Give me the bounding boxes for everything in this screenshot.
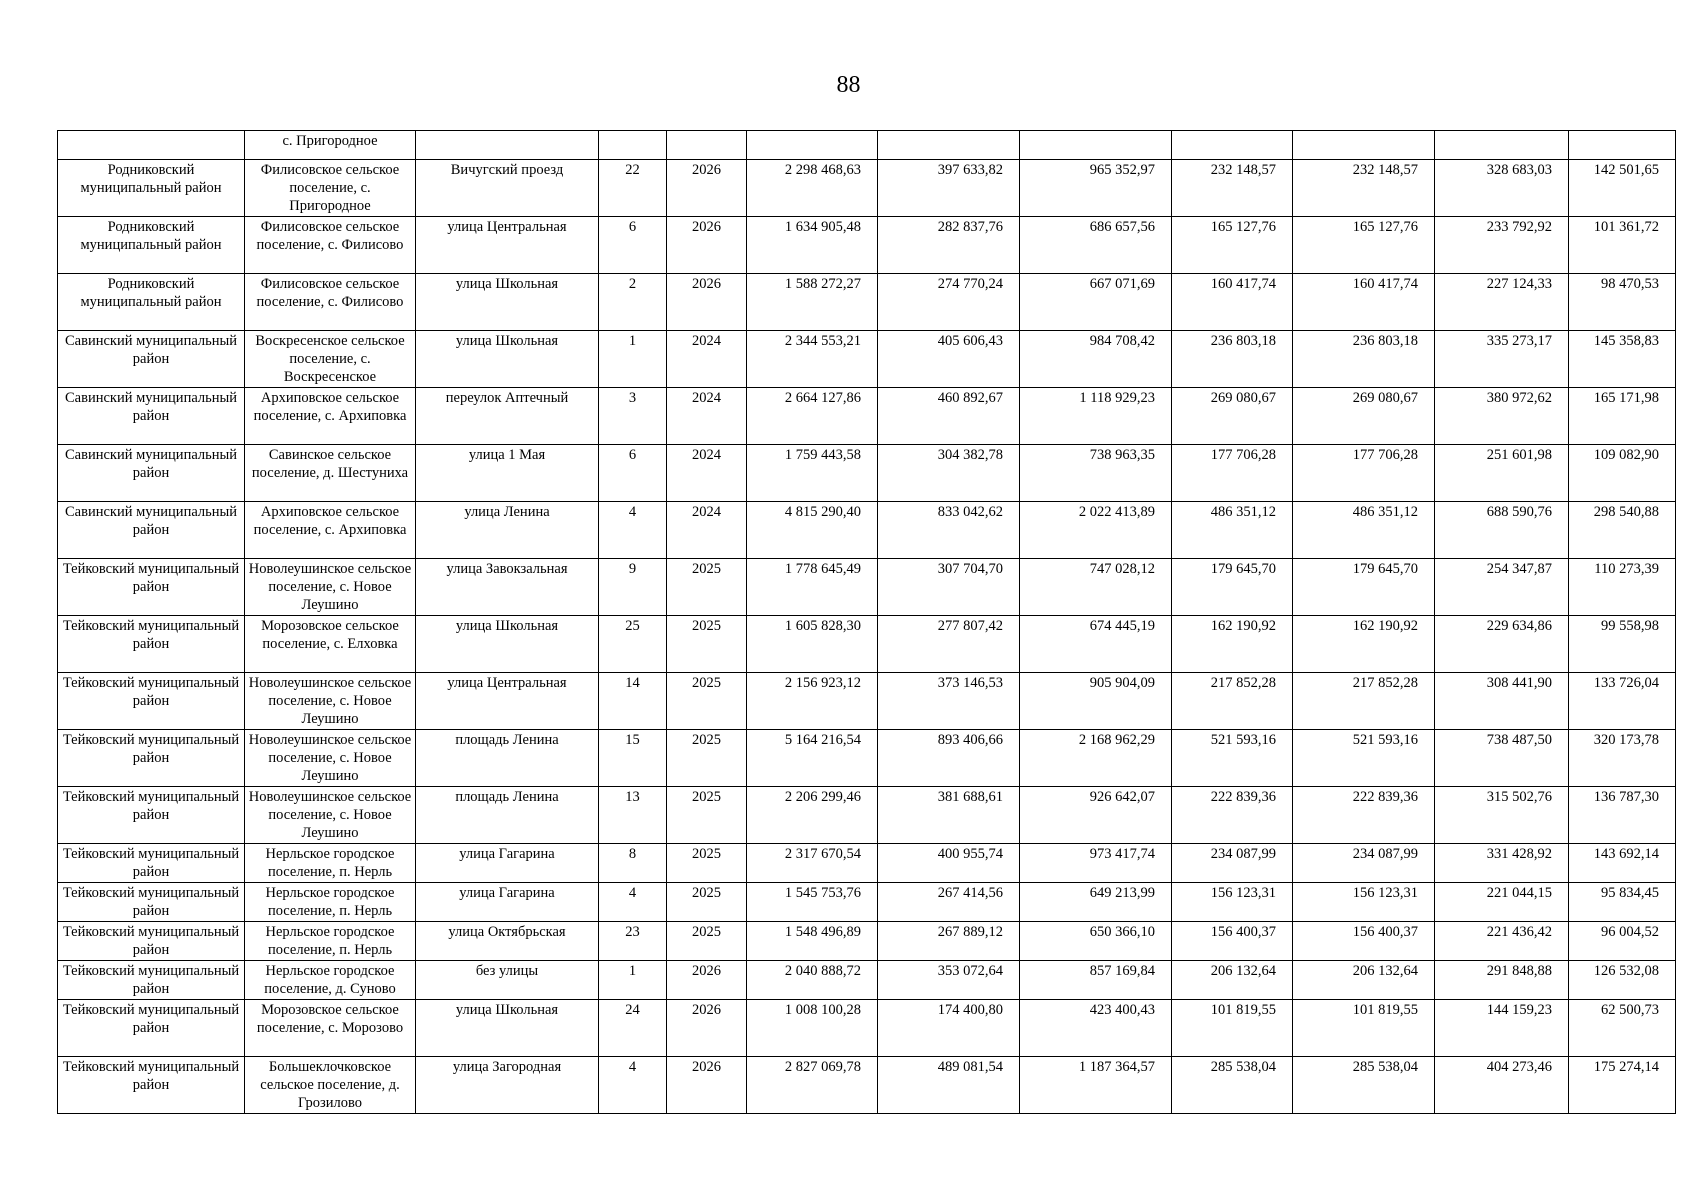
- cost-cell: 144 159,23: [1435, 1000, 1569, 1057]
- cost-cell: 984 708,42: [1020, 331, 1172, 388]
- total-cost-cell: 2 206 299,46: [747, 787, 878, 844]
- settlement-cell: Филисовское сельское поселение, с. Пригородное: [245, 160, 416, 217]
- cost-cell: 156 400,37: [1293, 922, 1435, 961]
- cost-cell: 905 904,09: [1020, 673, 1172, 730]
- table-row: [58, 445, 1676, 502]
- house-cell: 22: [599, 160, 667, 217]
- cost-cell: 222 839,36: [1172, 787, 1293, 844]
- cost-cell: 405 606,43: [878, 331, 1020, 388]
- year-cell: 2025: [667, 844, 747, 883]
- cost-cell: 423 400,43: [1020, 1000, 1172, 1057]
- cost-cell: 315 502,76: [1435, 787, 1569, 844]
- cost-cell: 101 361,72: [1569, 217, 1676, 274]
- cost-cell: 973 417,74: [1020, 844, 1172, 883]
- total-cost-cell: 2 664 127,86: [747, 388, 878, 445]
- table-row: [58, 217, 1676, 274]
- cost-cell: 269 080,67: [1172, 388, 1293, 445]
- cost-cell: 489 081,54: [878, 1057, 1020, 1114]
- cost-cell: 649 213,99: [1020, 883, 1172, 922]
- settlement-cell: Новолеушинское сельское поселение, с. Новое Леушино: [245, 787, 416, 844]
- cost-cell: 298 540,88: [1569, 502, 1676, 559]
- settlement-cell: Большеклочковское сельское поселение, д. Грозилово: [245, 1057, 416, 1114]
- year-cell: 2024: [667, 331, 747, 388]
- cost-cell: [1172, 131, 1293, 160]
- total-cost-cell: 1 634 905,48: [747, 217, 878, 274]
- cost-cell: 133 726,04: [1569, 673, 1676, 730]
- cost-cell: 143 692,14: [1569, 844, 1676, 883]
- cost-cell: 165 171,98: [1569, 388, 1676, 445]
- cost-cell: 206 132,64: [1172, 961, 1293, 1000]
- year-cell: 2025: [667, 730, 747, 787]
- year-cell: 2025: [667, 787, 747, 844]
- cost-cell: [1569, 131, 1676, 160]
- house-cell: 25: [599, 616, 667, 673]
- district-cell: Тейковский муниципальный район: [58, 883, 245, 922]
- cost-cell: 304 382,78: [878, 445, 1020, 502]
- cost-cell: 307 704,70: [878, 559, 1020, 616]
- house-cell: 13: [599, 787, 667, 844]
- cost-cell: 162 190,92: [1172, 616, 1293, 673]
- table-body: [58, 131, 1676, 1114]
- year-cell: 2024: [667, 445, 747, 502]
- district-cell: Родниковский муниципальный район: [58, 217, 245, 274]
- settlement-cell: Новолеушинское сельское поселение, с. Новое Леушино: [245, 559, 416, 616]
- table-row: [58, 616, 1676, 673]
- district-cell: Тейковский муниципальный район: [58, 730, 245, 787]
- cost-cell: [1020, 131, 1172, 160]
- cost-cell: 109 082,90: [1569, 445, 1676, 502]
- house-cell: 2: [599, 274, 667, 331]
- table-row: [58, 1057, 1676, 1114]
- street-cell: улица Центральная: [416, 217, 599, 274]
- year-cell: 2025: [667, 883, 747, 922]
- cost-cell: [1435, 131, 1569, 160]
- settlement-cell: Нерльское городское поселение, п. Нерль: [245, 922, 416, 961]
- cost-cell: 179 645,70: [1293, 559, 1435, 616]
- cost-cell: 177 706,28: [1172, 445, 1293, 502]
- cost-cell: 99 558,98: [1569, 616, 1676, 673]
- cost-cell: 221 044,15: [1435, 883, 1569, 922]
- table-row: [58, 274, 1676, 331]
- total-cost-cell: 1 545 753,76: [747, 883, 878, 922]
- cost-cell: 160 417,74: [1172, 274, 1293, 331]
- cost-cell: 98 470,53: [1569, 274, 1676, 331]
- cost-cell: 285 538,04: [1172, 1057, 1293, 1114]
- cost-cell: 145 358,83: [1569, 331, 1676, 388]
- table-row: [58, 922, 1676, 961]
- district-cell: Тейковский муниципальный район: [58, 1057, 245, 1114]
- cost-cell: 177 706,28: [1293, 445, 1435, 502]
- district-cell: Савинский муниципальный район: [58, 388, 245, 445]
- street-cell: улица Загородная: [416, 1057, 599, 1114]
- district-cell: Тейковский муниципальный район: [58, 961, 245, 1000]
- settlement-cell: Филисовское сельское поселение, с. Филисово: [245, 274, 416, 331]
- cost-cell: 1 187 364,57: [1020, 1057, 1172, 1114]
- cost-cell: 328 683,03: [1435, 160, 1569, 217]
- table-row: [58, 388, 1676, 445]
- total-cost-cell: 1 008 100,28: [747, 1000, 878, 1057]
- table-row: [58, 787, 1676, 844]
- cost-cell: 381 688,61: [878, 787, 1020, 844]
- cost-cell: 1 118 929,23: [1020, 388, 1172, 445]
- table-row: [58, 160, 1676, 217]
- street-cell: улица 1 Мая: [416, 445, 599, 502]
- street-cell: [416, 131, 599, 160]
- cost-cell: 229 634,86: [1435, 616, 1569, 673]
- cost-cell: 251 601,98: [1435, 445, 1569, 502]
- cost-cell: 126 532,08: [1569, 961, 1676, 1000]
- house-cell: 1: [599, 961, 667, 1000]
- cost-cell: 282 837,76: [878, 217, 1020, 274]
- house-cell: [599, 131, 667, 160]
- cost-cell: 893 406,66: [878, 730, 1020, 787]
- settlement-cell: Новолеушинское сельское поселение, с. Новое Леушино: [245, 730, 416, 787]
- cost-cell: 857 169,84: [1020, 961, 1172, 1000]
- street-cell: улица Гагарина: [416, 844, 599, 883]
- settlement-cell: Архиповское сельское поселение, с. Архиповка: [245, 388, 416, 445]
- cost-cell: 101 819,55: [1293, 1000, 1435, 1057]
- house-cell: 23: [599, 922, 667, 961]
- settlement-cell: Морозовское сельское поселение, с. Елховка: [245, 616, 416, 673]
- total-cost-cell: 1 548 496,89: [747, 922, 878, 961]
- year-cell: 2026: [667, 1057, 747, 1114]
- house-cell: 4: [599, 502, 667, 559]
- cost-cell: 222 839,36: [1293, 787, 1435, 844]
- total-cost-cell: 2 827 069,78: [747, 1057, 878, 1114]
- cost-cell: 160 417,74: [1293, 274, 1435, 331]
- street-cell: улица Школьная: [416, 331, 599, 388]
- settlement-cell: Новолеушинское сельское поселение, с. Новое Леушино: [245, 673, 416, 730]
- cost-cell: 833 042,62: [878, 502, 1020, 559]
- street-cell: улица Школьная: [416, 1000, 599, 1057]
- house-cell: 6: [599, 445, 667, 502]
- settlement-cell: с. Пригородное: [245, 131, 416, 160]
- table-row: [58, 559, 1676, 616]
- street-cell: улица Школьная: [416, 274, 599, 331]
- house-cell: 15: [599, 730, 667, 787]
- cost-cell: 267 414,56: [878, 883, 1020, 922]
- street-cell: без улицы: [416, 961, 599, 1000]
- cost-cell: 274 770,24: [878, 274, 1020, 331]
- cost-cell: [1293, 131, 1435, 160]
- district-cell: Тейковский муниципальный район: [58, 673, 245, 730]
- settlement-cell: Архиповское сельское поселение, с. Архиповка: [245, 502, 416, 559]
- house-cell: 9: [599, 559, 667, 616]
- housing-table: [57, 130, 1676, 1114]
- total-cost-cell: 2 040 888,72: [747, 961, 878, 1000]
- table-row: [58, 673, 1676, 730]
- house-cell: 6: [599, 217, 667, 274]
- house-cell: 8: [599, 844, 667, 883]
- cost-cell: 650 366,10: [1020, 922, 1172, 961]
- cost-cell: 267 889,12: [878, 922, 1020, 961]
- cost-cell: 254 347,87: [1435, 559, 1569, 616]
- district-cell: Тейковский муниципальный район: [58, 787, 245, 844]
- cost-cell: 331 428,92: [1435, 844, 1569, 883]
- cost-cell: 234 087,99: [1293, 844, 1435, 883]
- cost-cell: 233 792,92: [1435, 217, 1569, 274]
- street-cell: переулок Аптечный: [416, 388, 599, 445]
- cost-cell: 101 819,55: [1172, 1000, 1293, 1057]
- house-cell: 4: [599, 1057, 667, 1114]
- cost-cell: 165 127,76: [1293, 217, 1435, 274]
- cost-cell: 165 127,76: [1172, 217, 1293, 274]
- year-cell: 2026: [667, 961, 747, 1000]
- year-cell: 2026: [667, 274, 747, 331]
- cost-cell: 156 400,37: [1172, 922, 1293, 961]
- house-cell: 14: [599, 673, 667, 730]
- total-cost-cell: 2 344 553,21: [747, 331, 878, 388]
- cost-cell: 486 351,12: [1172, 502, 1293, 559]
- cost-cell: 926 642,07: [1020, 787, 1172, 844]
- cost-cell: 400 955,74: [878, 844, 1020, 883]
- cost-cell: 162 190,92: [1293, 616, 1435, 673]
- table-row: [58, 961, 1676, 1000]
- table-row: [58, 502, 1676, 559]
- cost-cell: 965 352,97: [1020, 160, 1172, 217]
- cost-cell: 232 148,57: [1172, 160, 1293, 217]
- cost-cell: 738 963,35: [1020, 445, 1172, 502]
- year-cell: 2024: [667, 502, 747, 559]
- total-cost-cell: 2 156 923,12: [747, 673, 878, 730]
- cost-cell: 397 633,82: [878, 160, 1020, 217]
- cost-cell: 142 501,65: [1569, 160, 1676, 217]
- cost-cell: 335 273,17: [1435, 331, 1569, 388]
- cost-cell: 460 892,67: [878, 388, 1020, 445]
- cost-cell: 738 487,50: [1435, 730, 1569, 787]
- cost-cell: [878, 131, 1020, 160]
- cost-cell: [747, 131, 878, 160]
- table-row: [58, 331, 1676, 388]
- cost-cell: 96 004,52: [1569, 922, 1676, 961]
- settlement-cell: Филисовское сельское поселение, с. Филисово: [245, 217, 416, 274]
- cost-cell: 269 080,67: [1293, 388, 1435, 445]
- page-number: 88: [836, 72, 861, 98]
- cost-cell: 521 593,16: [1293, 730, 1435, 787]
- cost-cell: 156 123,31: [1172, 883, 1293, 922]
- street-cell: улица Гагарина: [416, 883, 599, 922]
- street-cell: улица Завокзальная: [416, 559, 599, 616]
- house-cell: 3: [599, 388, 667, 445]
- table-row: [58, 883, 1676, 922]
- cost-cell: 667 071,69: [1020, 274, 1172, 331]
- settlement-cell: Нерльское городское поселение, п. Нерль: [245, 844, 416, 883]
- cost-cell: 320 173,78: [1569, 730, 1676, 787]
- cost-cell: 206 132,64: [1293, 961, 1435, 1000]
- district-cell: Савинский муниципальный район: [58, 445, 245, 502]
- cost-cell: 95 834,45: [1569, 883, 1676, 922]
- street-cell: улица Школьная: [416, 616, 599, 673]
- cost-cell: 227 124,33: [1435, 274, 1569, 331]
- house-cell: 4: [599, 883, 667, 922]
- district-cell: Тейковский муниципальный район: [58, 559, 245, 616]
- cost-cell: 232 148,57: [1293, 160, 1435, 217]
- cost-cell: 156 123,31: [1293, 883, 1435, 922]
- cost-cell: 179 645,70: [1172, 559, 1293, 616]
- year-cell: 2025: [667, 922, 747, 961]
- cost-cell: 404 273,46: [1435, 1057, 1569, 1114]
- cost-cell: 380 972,62: [1435, 388, 1569, 445]
- total-cost-cell: 1 588 272,27: [747, 274, 878, 331]
- district-cell: Савинский муниципальный район: [58, 331, 245, 388]
- cost-cell: 236 803,18: [1172, 331, 1293, 388]
- total-cost-cell: 2 298 468,63: [747, 160, 878, 217]
- cost-cell: 236 803,18: [1293, 331, 1435, 388]
- cost-cell: 221 436,42: [1435, 922, 1569, 961]
- house-cell: 1: [599, 331, 667, 388]
- settlement-cell: Воскресенское сельское поселение, с. Воскресенское: [245, 331, 416, 388]
- district-cell: Тейковский муниципальный район: [58, 922, 245, 961]
- district-cell: Родниковский муниципальный район: [58, 160, 245, 217]
- year-cell: 2025: [667, 673, 747, 730]
- house-cell: 24: [599, 1000, 667, 1057]
- cost-cell: 62 500,73: [1569, 1000, 1676, 1057]
- cost-cell: 747 028,12: [1020, 559, 1172, 616]
- street-cell: улица Центральная: [416, 673, 599, 730]
- table-row: [58, 1000, 1676, 1057]
- street-cell: площадь Ленина: [416, 730, 599, 787]
- cost-cell: 2 022 413,89: [1020, 502, 1172, 559]
- table-row: [58, 131, 1676, 160]
- district-cell: Тейковский муниципальный район: [58, 1000, 245, 1057]
- total-cost-cell: 4 815 290,40: [747, 502, 878, 559]
- year-cell: [667, 131, 747, 160]
- cost-cell: 674 445,19: [1020, 616, 1172, 673]
- total-cost-cell: 2 317 670,54: [747, 844, 878, 883]
- total-cost-cell: 5 164 216,54: [747, 730, 878, 787]
- year-cell: 2025: [667, 559, 747, 616]
- cost-cell: 486 351,12: [1293, 502, 1435, 559]
- cost-cell: 234 087,99: [1172, 844, 1293, 883]
- settlement-cell: Морозовское сельское поселение, с. Морозово: [245, 1000, 416, 1057]
- cost-cell: 285 538,04: [1293, 1057, 1435, 1114]
- year-cell: 2026: [667, 1000, 747, 1057]
- cost-cell: 353 072,64: [878, 961, 1020, 1000]
- year-cell: 2026: [667, 217, 747, 274]
- district-cell: Родниковский муниципальный район: [58, 274, 245, 331]
- year-cell: 2024: [667, 388, 747, 445]
- cost-cell: 686 657,56: [1020, 217, 1172, 274]
- total-cost-cell: 1 778 645,49: [747, 559, 878, 616]
- street-cell: Вичугский проезд: [416, 160, 599, 217]
- settlement-cell: Савинское сельское поселение, д. Шестуниха: [245, 445, 416, 502]
- street-cell: улица Октябрьская: [416, 922, 599, 961]
- table-row: [58, 844, 1676, 883]
- district-cell: [58, 131, 245, 160]
- street-cell: площадь Ленина: [416, 787, 599, 844]
- cost-cell: 308 441,90: [1435, 673, 1569, 730]
- total-cost-cell: 1 759 443,58: [747, 445, 878, 502]
- cost-cell: 136 787,30: [1569, 787, 1676, 844]
- district-cell: Тейковский муниципальный район: [58, 844, 245, 883]
- total-cost-cell: 1 605 828,30: [747, 616, 878, 673]
- cost-cell: 175 274,14: [1569, 1057, 1676, 1114]
- cost-cell: 688 590,76: [1435, 502, 1569, 559]
- cost-cell: 2 168 962,29: [1020, 730, 1172, 787]
- cost-cell: 217 852,28: [1172, 673, 1293, 730]
- cost-cell: 291 848,88: [1435, 961, 1569, 1000]
- cost-cell: 174 400,80: [878, 1000, 1020, 1057]
- cost-cell: 521 593,16: [1172, 730, 1293, 787]
- district-cell: Савинский муниципальный район: [58, 502, 245, 559]
- year-cell: 2025: [667, 616, 747, 673]
- settlement-cell: Нерльское городское поселение, п. Нерль: [245, 883, 416, 922]
- cost-cell: 373 146,53: [878, 673, 1020, 730]
- cost-cell: 110 273,39: [1569, 559, 1676, 616]
- settlement-cell: Нерльское городское поселение, д. Суново: [245, 961, 416, 1000]
- district-cell: Тейковский муниципальный район: [58, 616, 245, 673]
- cost-cell: 277 807,42: [878, 616, 1020, 673]
- year-cell: 2026: [667, 160, 747, 217]
- table-row: [58, 730, 1676, 787]
- cost-cell: 217 852,28: [1293, 673, 1435, 730]
- street-cell: улица Ленина: [416, 502, 599, 559]
